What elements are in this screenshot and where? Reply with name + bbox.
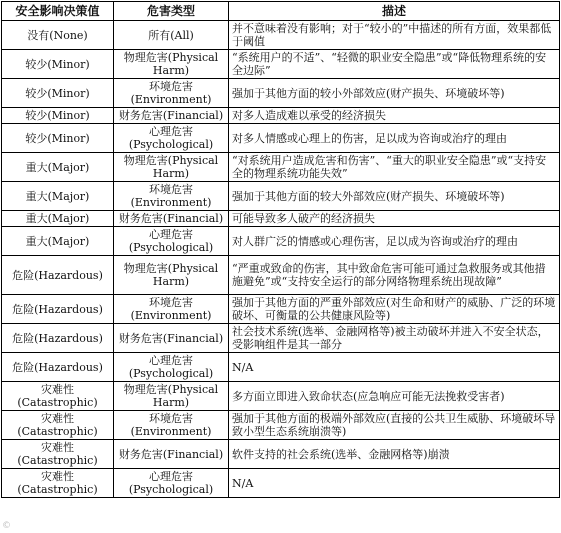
hazard-type-cell: 环境危害(Environment): [114, 182, 229, 211]
hazard-type-cell: 物理危害(Physical Harm): [114, 50, 229, 79]
table-row: [2, 353, 560, 382]
decision-cell: 危险(Hazardous): [2, 324, 114, 353]
table-row: [2, 382, 560, 411]
decision-cell: 灾难性(Catastrophic): [2, 440, 114, 469]
description-cell: 社会技术系统(选举、金融网格等)被主动破坏并进入不安全状态，受影响组件是其一部分: [229, 324, 560, 353]
hazard-type-cell: 心理危害(Psychological): [114, 469, 229, 498]
table-header-row: [2, 2, 560, 21]
header-description: 描述: [229, 2, 560, 21]
hazard-type-cell: 环境危害(Environment): [114, 79, 229, 108]
decision-cell: 较少(Minor): [2, 108, 114, 124]
table-row: [2, 295, 560, 324]
decision-cell: 没有(None): [2, 21, 114, 50]
table-row: [2, 227, 560, 256]
hazard-type-cell: 心理危害(Psychological): [114, 353, 229, 382]
table-row: [2, 124, 560, 153]
description-cell: 对多人情感或心理上的伤害，足以成为咨询或治疗的理由: [229, 124, 560, 153]
hazard-type-cell: 物理危害(Physical Harm): [114, 382, 229, 411]
decision-cell: 灾难性(Catastrophic): [2, 382, 114, 411]
description-cell: 强加于其他方面的严重外部效应(对生命和财产的威胁、广泛的环境破坏、可衡量的公共健康风险等): [229, 295, 560, 324]
description-cell: N/A: [229, 469, 560, 498]
hazard-type-cell: 物理危害(Physical Harm): [114, 256, 229, 295]
decision-cell: 重大(Major): [2, 227, 114, 256]
description-cell: “系统用户的不适”、“轻微的职业安全隐患”或“降低物理系统的安全边际”: [229, 50, 560, 79]
hazard-type-cell: 财务危害(Financial): [114, 440, 229, 469]
description-cell: 对人群广泛的情感或心理伤害，足以成为咨询或治疗的理由: [229, 227, 560, 256]
description-cell: 强加于其他方面的极端外部效应(直接的公共卫生威胁、环境破坏导致小型生态系统崩溃等): [229, 411, 560, 440]
decision-cell: 危险(Hazardous): [2, 353, 114, 382]
hazard-type-cell: 心理危害(Psychological): [114, 227, 229, 256]
table-row: [2, 21, 560, 50]
decision-cell: 较少(Minor): [2, 79, 114, 108]
table-row: [2, 79, 560, 108]
hazard-type-cell: 财务危害(Financial): [114, 211, 229, 227]
table-row: [2, 108, 560, 124]
header-hazard-type: 危害类型: [114, 2, 229, 21]
table-row: [2, 324, 560, 353]
table-row: [2, 211, 560, 227]
hazard-type-cell: 环境危害(Environment): [114, 295, 229, 324]
table-body: [2, 21, 560, 498]
description-cell: “严重或致命的伤害，其中致命危害可能可通过急救服务或其他措施避免”或“支持安全运行的部分网络物理系统出现故障”: [229, 256, 560, 295]
decision-cell: 重大(Major): [2, 182, 114, 211]
description-cell: N/A: [229, 353, 560, 382]
description-cell: 软件支持的社会系统(选举、金融网格等)崩溃: [229, 440, 560, 469]
table-row: [2, 411, 560, 440]
decision-cell: 灾难性(Catastrophic): [2, 411, 114, 440]
safety-impact-table: [1, 1, 560, 498]
header-decision: 安全影响决策值: [2, 2, 114, 21]
description-cell: 并不意味着没有影响；对于“较小的”中描述的所有方面，效果都低于阈值: [229, 21, 560, 50]
decision-cell: 较少(Minor): [2, 124, 114, 153]
description-cell: 多方面立即进入致命状态(应急响应可能无法挽救受害者): [229, 382, 560, 411]
table-row: [2, 182, 560, 211]
hazard-type-cell: 物理危害(Physical Harm): [114, 153, 229, 182]
description-cell: 强加于其他方面的较大外部效应(财产损失、环境破坏等): [229, 182, 560, 211]
hazard-type-cell: 心理危害(Psychological): [114, 124, 229, 153]
hazard-type-cell: 所有(All): [114, 21, 229, 50]
description-cell: 强加于其他方面的较小外部效应(财产损失、环境破坏等): [229, 79, 560, 108]
hazard-type-cell: 环境危害(Environment): [114, 411, 229, 440]
decision-cell: 灾难性(Catastrophic): [2, 469, 114, 498]
table-row: [2, 153, 560, 182]
description-cell: 可能导致多人破产的经济损失: [229, 211, 560, 227]
table-row: [2, 256, 560, 295]
hazard-type-cell: 财务危害(Financial): [114, 108, 229, 124]
decision-cell: 较少(Minor): [2, 50, 114, 79]
decision-cell: 危险(Hazardous): [2, 256, 114, 295]
decision-cell: 重大(Major): [2, 153, 114, 182]
table-row: [2, 469, 560, 498]
decision-cell: 危险(Hazardous): [2, 295, 114, 324]
watermark: ©: [2, 521, 11, 531]
table-row: [2, 440, 560, 469]
hazard-type-cell: 财务危害(Financial): [114, 324, 229, 353]
description-cell: “对系统用户造成危害和伤害”、“重大的职业安全隐患”或“支持安全的物理系统功能失效”: [229, 153, 560, 182]
description-cell: 对多人造成难以承受的经济损失: [229, 108, 560, 124]
decision-cell: 重大(Major): [2, 211, 114, 227]
table-row: [2, 50, 560, 79]
